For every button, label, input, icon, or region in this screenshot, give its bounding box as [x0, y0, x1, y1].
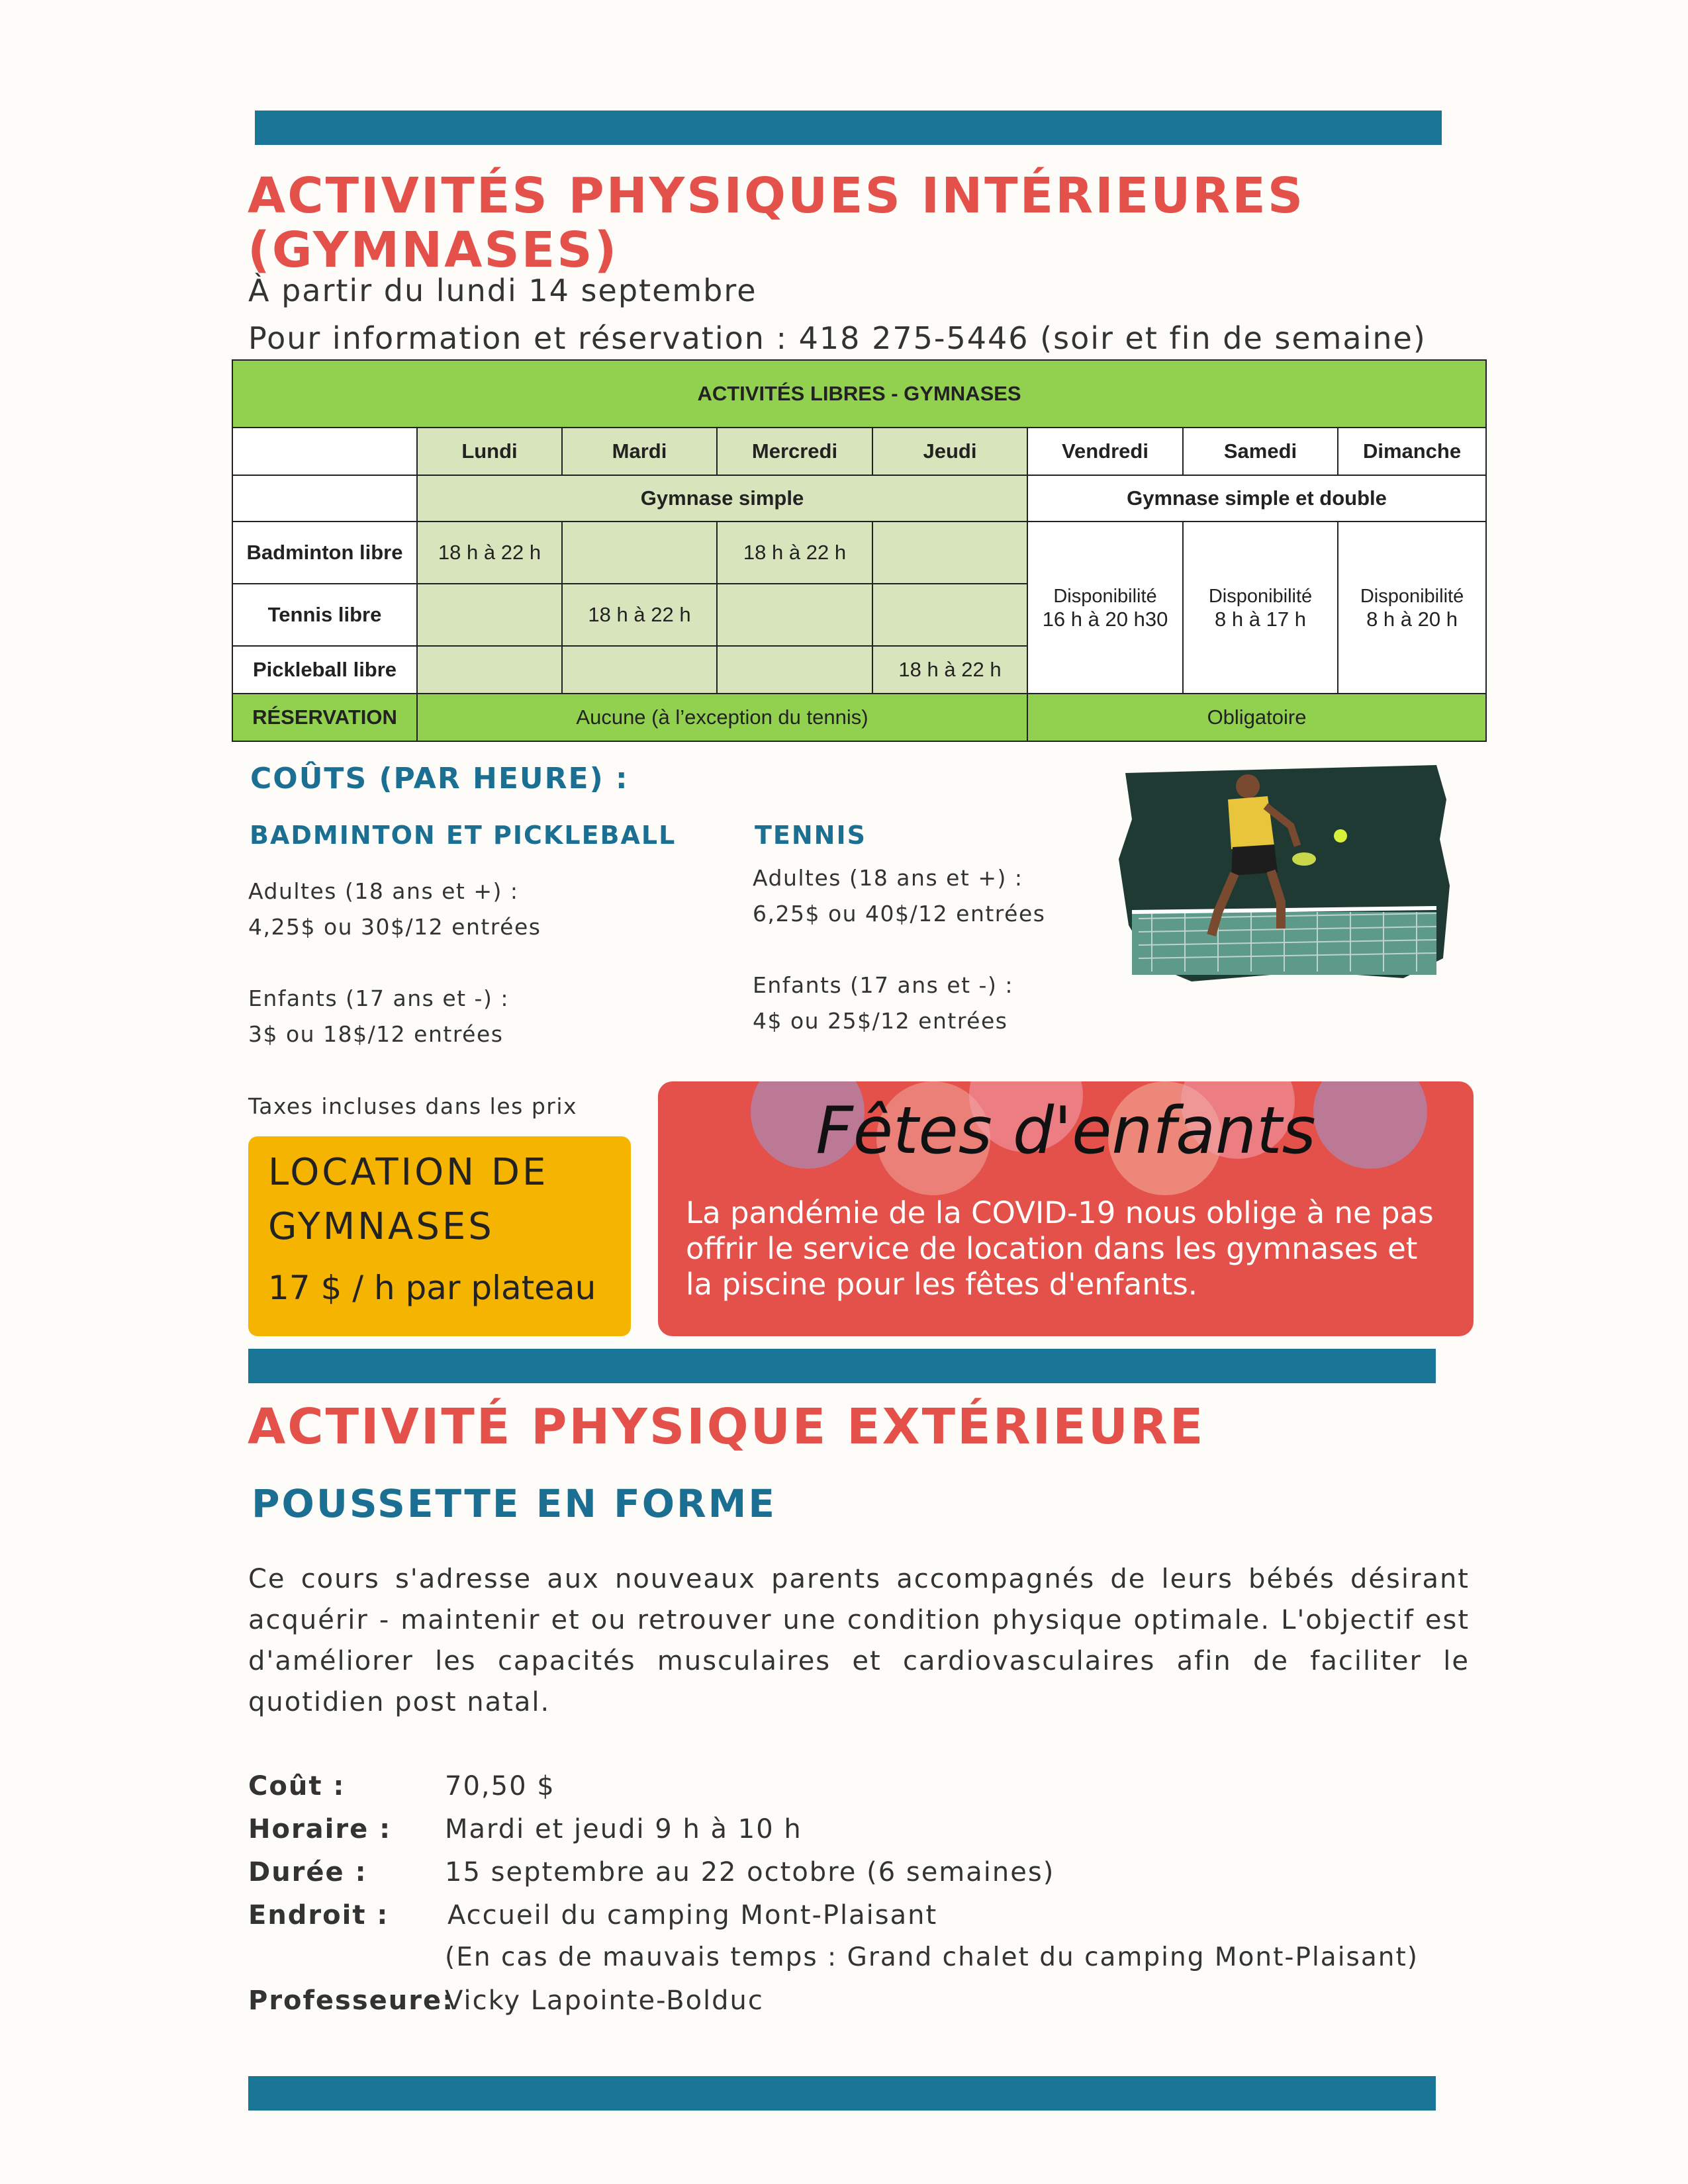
- badminton-kids-price: 3$ ou 18$/12 entrées: [248, 1021, 504, 1047]
- duration-value: 15 septembre au 22 octobre (6 semaines): [445, 1857, 1055, 1888]
- rental-price: 17 $ / h par plateau: [268, 1269, 596, 1307]
- weekday-gym-type: Gymnase simple: [417, 475, 1027, 522]
- gym-rental-box: [248, 1136, 631, 1336]
- tennis-kids-label: Enfants (17 ans et -) :: [753, 972, 1013, 998]
- schedule-table: [232, 359, 1487, 742]
- cost-label: Coût :: [248, 1771, 346, 1801]
- reservation-label: RÉSERVATION: [232, 694, 417, 741]
- tennis-player-photo: [1112, 760, 1453, 988]
- schedule-cell: 18 h à 22 h: [417, 522, 562, 584]
- schedule-cell: [562, 522, 717, 584]
- reservation-weekend: Obligatoire: [1027, 694, 1486, 741]
- availability-label: Disponibilité: [1360, 586, 1464, 607]
- start-date: À partir du lundi 14 septembre: [248, 273, 757, 308]
- bottom-divider-bar: [248, 2076, 1436, 2111]
- availability-hours: 16 h à 20 h30: [1042, 608, 1168, 631]
- duration-label: Durée :: [248, 1857, 367, 1888]
- schedule-cell: [717, 584, 872, 646]
- schedule-cell: [872, 522, 1027, 584]
- availability-hours: 8 h à 17 h: [1215, 608, 1306, 631]
- page-title: ACTIVITÉS PHYSIQUES INTÉRIEURES (GYMNASES): [248, 167, 1305, 279]
- schedule-cell: 18 h à 22 h: [872, 646, 1027, 694]
- day-header: Samedi: [1183, 428, 1338, 475]
- schedule-cell: [872, 584, 1027, 646]
- day-header: Dimanche: [1338, 428, 1486, 475]
- blank-cell: [232, 475, 417, 522]
- day-header: Jeudi: [872, 428, 1027, 475]
- schedule-cell: [562, 646, 717, 694]
- kids-parties-box: [658, 1081, 1474, 1336]
- day-header: Mardi: [562, 428, 717, 475]
- schedule-title: ACTIVITÉS LIBRES - GYMNASES: [232, 360, 1486, 428]
- info-line: Pour information et réservation : 418 275-5446 (soir et fin de semaine): [248, 320, 1427, 356]
- corner-cell: [232, 428, 417, 475]
- schedule-value: Mardi et jeudi 9 h à 10 h: [445, 1814, 802, 1844]
- outdoor-title: ACTIVITÉ PHYSIQUE EXTÉRIEURE: [248, 1398, 1205, 1455]
- availability-label: Disponibilité: [1053, 586, 1157, 607]
- outdoor-description: Ce cours s'adresse aux nouveaux parents accompagnés de leurs bébés désirant acquérir - maintenir et ou retrouver une condition physique optimale. L'objectif est d'améliorer les capacités musculaires et cardiovasculaires afin de faciliter le quotidien post natal.: [248, 1564, 1470, 1717]
- outdoor-subtitle: POUSSETTE EN FORME: [252, 1481, 777, 1526]
- costs-title: COÛTS (PAR HEURE) :: [250, 762, 629, 796]
- weekend-gym-type: Gymnase simple et double: [1027, 475, 1486, 522]
- kids-parties-text: La pandémie de la COVID-19 nous oblige à ne pas offrir le service de location dans les gymnases et la piscine pour les fêtes d'enfants.: [686, 1195, 1434, 1302]
- schedule-label: Horaire :: [248, 1814, 392, 1844]
- availability-saturday: [1183, 522, 1338, 694]
- schedule-cell: 18 h à 22 h: [717, 522, 872, 584]
- kids-parties-title: Fêtes d'enfants: [816, 1093, 1316, 1169]
- tennis-adults-price: 6,25$ ou 40$/12 entrées: [753, 901, 1046, 927]
- day-header: Mercredi: [717, 428, 872, 475]
- schedule-cell: [717, 646, 872, 694]
- availability-label: Disponibilité: [1208, 586, 1313, 607]
- badminton-adults-price: 4,25$ ou 30$/12 entrées: [248, 914, 541, 940]
- badminton-pickleball-title: BADMINTON ET PICKLEBALL: [250, 821, 677, 850]
- availability-sunday: [1338, 522, 1486, 694]
- place-label: Endroit :: [248, 1900, 389, 1931]
- badminton-kids-label: Enfants (17 ans et -) :: [248, 985, 509, 1011]
- teacher-label: Professeure:: [248, 1985, 455, 2016]
- tennis-title: TENNIS: [755, 821, 867, 850]
- tennis-adults-label: Adultes (18 ans et +) :: [753, 865, 1023, 891]
- taxes-note: Taxes incluses dans les prix: [248, 1093, 578, 1119]
- place-note: (En cas de mauvais temps : Grand chalet du camping Mont-Plaisant): [445, 1942, 1419, 1972]
- row-label-tennis: Tennis libre: [232, 584, 417, 646]
- middle-divider-bar: [248, 1349, 1436, 1383]
- availability-hours: 8 h à 20 h: [1366, 608, 1458, 631]
- place-value: Accueil du camping Mont-Plaisant: [447, 1900, 938, 1931]
- schedule-cell: [417, 584, 562, 646]
- rental-line-1: LOCATION DE: [268, 1151, 549, 1194]
- schedule-cell: [417, 646, 562, 694]
- top-divider-bar: [255, 111, 1442, 145]
- tennis-kids-price: 4$ ou 25$/12 entrées: [753, 1008, 1008, 1034]
- reservation-weekday: Aucune (à l’exception du tennis): [417, 694, 1027, 741]
- badminton-adults-label: Adultes (18 ans et +) :: [248, 878, 519, 904]
- day-header: Lundi: [417, 428, 562, 475]
- cost-value: 70,50 $: [445, 1771, 555, 1801]
- day-header: Vendredi: [1027, 428, 1183, 475]
- rental-line-2: GYMNASES: [268, 1205, 494, 1248]
- teacher-value: Vicky Lapointe-Bolduc: [445, 1985, 764, 2016]
- availability-friday: [1027, 522, 1183, 694]
- row-label-badminton: Badminton libre: [232, 522, 417, 584]
- schedule-cell: 18 h à 22 h: [562, 584, 717, 646]
- row-label-pickleball: Pickleball libre: [232, 646, 417, 694]
